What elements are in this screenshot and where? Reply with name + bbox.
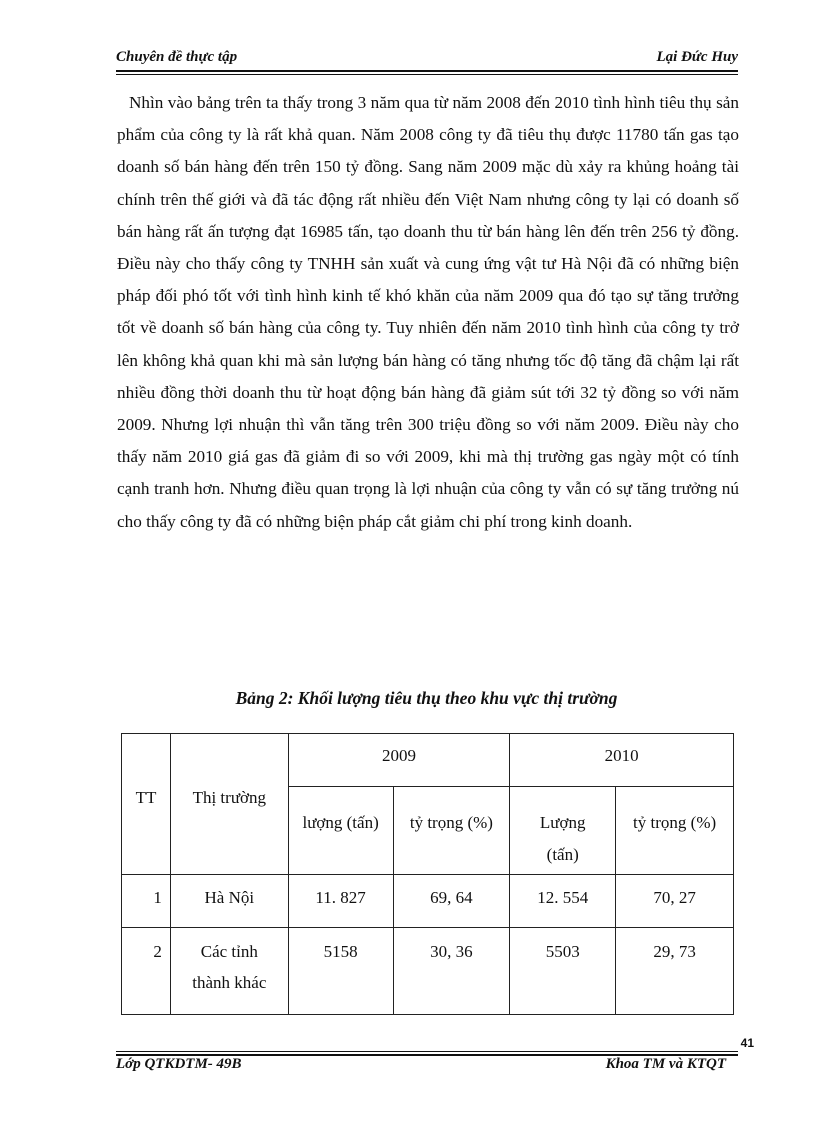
cell-2009-share: 69, 64 <box>393 875 510 928</box>
cell-market: Hà Nội <box>170 875 288 928</box>
table-title: Bảng 2: Khối lượng tiêu thụ theo khu vực thị trường <box>235 688 618 708</box>
header-market: Thị trường <box>170 734 288 875</box>
page-footer <box>116 1056 726 1078</box>
table-row <box>122 928 734 1015</box>
cell-2009-share: 30, 36 <box>393 928 510 1015</box>
header-2009-volume: lượng (tấn) <box>288 787 393 875</box>
header-year-2009: 2009 <box>288 734 510 787</box>
cell-2009-volume: 11. 827 <box>288 875 393 928</box>
cell-2010-share: 70, 27 <box>616 875 734 928</box>
header-rule-thin <box>116 74 738 75</box>
header-rule-thick <box>116 70 738 72</box>
cell-2010-volume: 12. 554 <box>510 875 616 928</box>
footer-rule-thin <box>116 1051 738 1052</box>
header-year-2010: 2010 <box>510 734 734 787</box>
footer-class-name: Lớp QTKDTM- 49B <box>116 1056 242 1072</box>
cell-2009-volume: 5158 <box>288 928 393 1015</box>
header-tt: TT <box>122 734 171 875</box>
header-course-title: Chuyên đề thực tập <box>116 49 238 65</box>
cell-tt: 2 <box>122 928 171 1015</box>
table-header-row <box>122 734 734 787</box>
page-number: 41 <box>740 1036 754 1050</box>
page-header <box>116 49 738 71</box>
header-2010-volume: Lượng (tấn) <box>510 787 616 875</box>
header-2010-share: tỷ trọng (%) <box>616 787 734 875</box>
cell-2010-share: 29, 73 <box>616 928 734 1015</box>
cell-market: Các tỉnh thành khác <box>170 928 288 1015</box>
footer-faculty-name: Khoa TM và KTQT <box>605 1056 726 1072</box>
header-author-name: Lại Đức Huy <box>656 49 738 65</box>
cell-2010-volume: 5503 <box>510 928 616 1015</box>
header-2009-share: tỷ trọng (%) <box>393 787 510 875</box>
table-row <box>122 875 734 928</box>
body-paragraph: Nhìn vào bảng trên ta thấy trong 3 năm qua từ năm 2008 đến 2010 tình hình tiêu thụ sản phẩm của công ty là rất khả quan. Năm 2008 công ty đã tiêu thụ được 11780 tấn gas tạo doanh số bán hàng đến trên 150 tỷ đồng. Sang năm 2009 mặc dù xảy ra khủng hoảng tài chính trên thế giới và đã tác động rất nhiều đến Việt Nam nhưng công ty lại có doanh số bán hàng rất ấn tượng đạt 16985 tấn, tạo doanh thu từ bán hàng lên đến trên 256 tỷ đồng. Điều này cho thấy công ty TNHH sản xuất và cung ứng vật tư Hà Nội đã có những biện pháp đối phó tốt với tình hình kinh tế khó khăn của năm 2009 qua đó tạo sự tăng trưởng tốt về doanh số bán hàng của công ty. Tuy nhiên đến năm 2010 tình hình của công ty trở lên không khả quan khi mà sản lượng bán hàng có tăng nhưng tốc độ tăng đã chậm lại rất nhiều đồng thời doanh thu từ hoạt động bán hàng đã giảm sút tới 32 tỷ đồng so với năm 2009. Nhưng lợi nhuận thì vẫn tăng trên 300 triệu đồng so với năm 2009. Điều này cho thấy năm 2010 giá gas đã giảm đi so với 2009, khi mà thị trường gas ngày một có tính cạnh tranh hơn. Nhưng điều quan trọng là lợi nhuận của công ty vẫn có sự tăng trưởng nú cho thấy công ty đã có những biện pháp cắt giảm chi phí trong kinh doanh. <box>117 93 739 531</box>
market-volume-table <box>121 733 734 1015</box>
cell-tt: 1 <box>122 875 171 928</box>
